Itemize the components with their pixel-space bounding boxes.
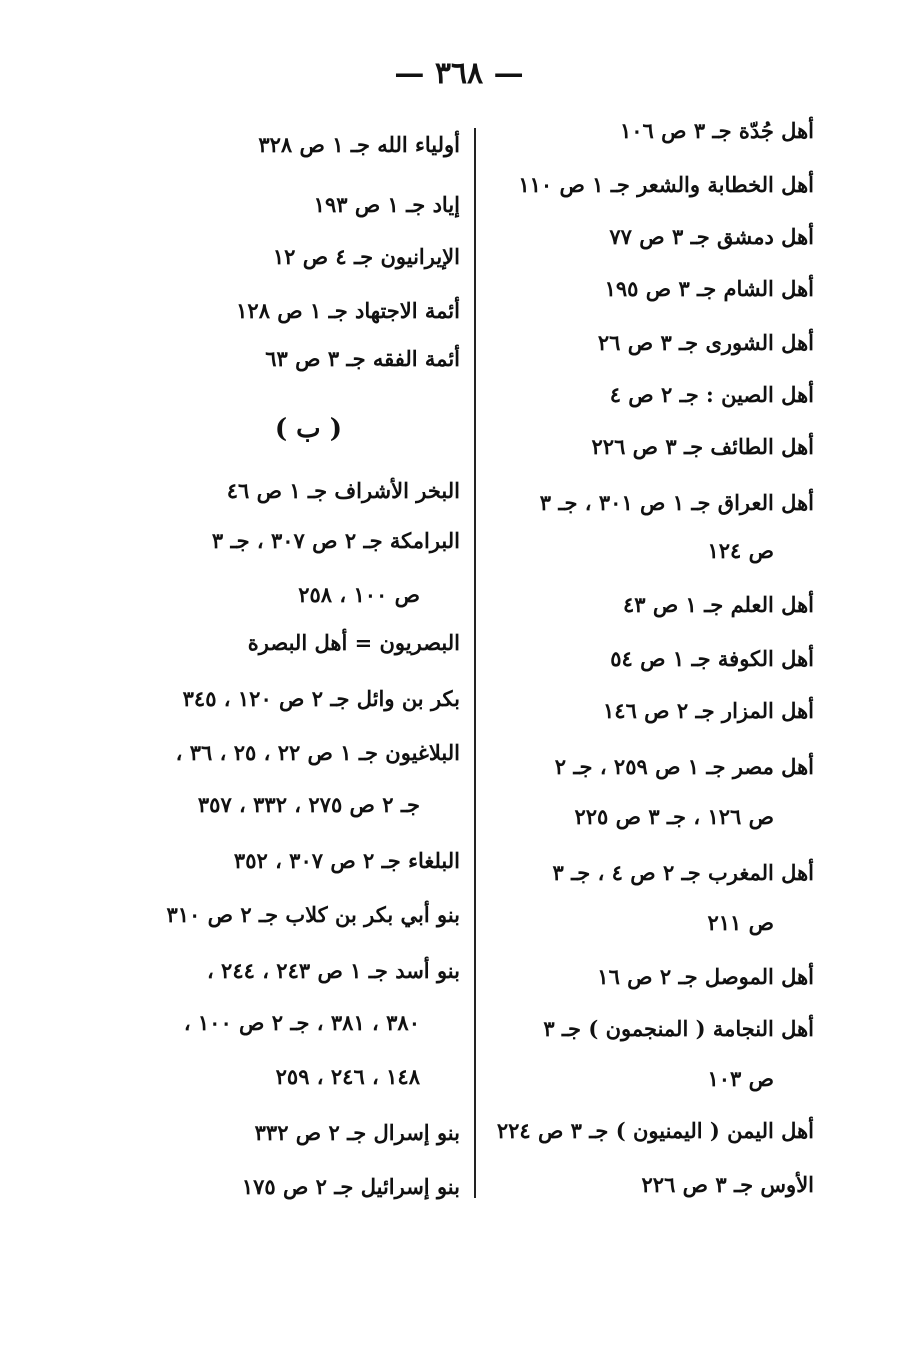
index-entry: الأوس جـ ٣ ص ٢٢٦ (641, 1172, 814, 1197)
index-entry: أهل مصر جـ ١ ص ٢٥٩ ، جـ ٢ (554, 754, 814, 779)
index-entry: أهل الشام جـ ٣ ص ١٩٥ (604, 276, 814, 301)
index-entry-continuation: ١٤٨ ، ٢٤٦ ، ٢٥٩ (275, 1064, 420, 1089)
index-entry: البلاغيون جـ ١ ص ٢٢ ، ٢٥ ، ٣٦ ، (175, 740, 460, 765)
index-entry: بنو أبي بكر بن كلاب جـ ٢ ص ٣١٠ (166, 902, 460, 927)
index-entry: أهل العلم جـ ١ ص ٤٣ (622, 592, 814, 617)
index-entry: أهل الطائف جـ ٣ ص ٢٢٦ (591, 434, 814, 459)
index-entry: أهل دمشق جـ ٣ ص ٧٧ (609, 224, 814, 249)
index-entry: أولياء الله جـ ١ ص ٣٢٨ (258, 132, 460, 157)
index-entry: البرامكة جـ ٢ ص ٣٠٧ ، جـ ٣ (211, 528, 460, 553)
index-entry-continuation: ٣٨٠ ، ٣٨١ ، جـ ٢ ص ١٠٠ ، (183, 1010, 420, 1035)
index-entry: أهل اليمن ( اليمنيون ) جـ ٣ ص ٢٢٤ (496, 1118, 814, 1143)
index-entry: أهل العراق جـ ١ ص ٣٠١ ، جـ ٣ (539, 490, 814, 515)
index-entry: أهل الكوفة جـ ١ ص ٥٤ (610, 646, 814, 671)
index-entry-continuation: ص ١٢٤ (707, 538, 774, 563)
index-entry-continuation: ص ١٢٦ ، جـ ٣ ص ٢٢٥ (574, 804, 774, 829)
index-entry-continuation: جـ ٢ ص ٢٧٥ ، ٣٣٢ ، ٣٥٧ (197, 792, 420, 817)
index-entry: بنو أسد جـ ١ ص ٢٤٣ ، ٢٤٤ ، (206, 958, 460, 983)
index-entry: أئمة الفقه جـ ٣ ص ٦٣ (265, 346, 460, 371)
index-entry-continuation: ص ١٠٠ ، ٢٥٨ (298, 582, 420, 607)
section-heading: ( ب ) (274, 414, 342, 444)
index-entry: أهل الخطابة والشعر جـ ١ ص ١١٠ (518, 172, 814, 197)
index-entry-continuation: ص ١٠٣ (707, 1066, 774, 1091)
index-entry-continuation: ص ٢١١ (707, 910, 774, 935)
index-entry: البصريون = أهل البصرة (247, 630, 460, 655)
index-entry: بنو إسرال جـ ٢ ص ٣٣٢ (254, 1120, 460, 1145)
index-entry: أهل الموصل جـ ٢ ص ١٦ (597, 964, 814, 989)
index-entry: إياد جـ ١ ص ١٩٣ (313, 192, 460, 217)
page-number: — ٣٦٨ — (394, 56, 524, 91)
index-entry: أئمة الاجتهاد جـ ١ ص ١٢٨ (236, 298, 460, 323)
index-entry: البلغاء جـ ٢ ص ٣٠٧ ، ٣٥٢ (233, 848, 460, 873)
index-entry: أهل جُدّة جـ ٣ ص ١٠٦ (619, 118, 814, 143)
index-entry: بنو إسرائيل جـ ٢ ص ١٧٥ (241, 1174, 460, 1199)
index-entry: الإيرانيون جـ ٤ ص ١٢ (272, 244, 460, 269)
index-entry: أهل المزار جـ ٢ ص ١٤٦ (603, 698, 814, 723)
index-entry: البخر الأشراف جـ ١ ص ٤٦ (226, 478, 460, 503)
index-entry: بكر بن وائل جـ ٢ ص ١٢٠ ، ٣٤٥ (182, 686, 460, 711)
index-entry: أهل المغرب جـ ٢ ص ٤ ، جـ ٣ (552, 860, 814, 885)
index-entry: أهل النجامة ( المنجمون ) جـ ٣ (543, 1016, 814, 1041)
column-divider (474, 128, 476, 1198)
index-entry: أهل الصين : جـ ٢ ص ٤ (609, 382, 814, 407)
index-entry: أهل الشورى جـ ٣ ص ٢٦ (597, 330, 814, 355)
